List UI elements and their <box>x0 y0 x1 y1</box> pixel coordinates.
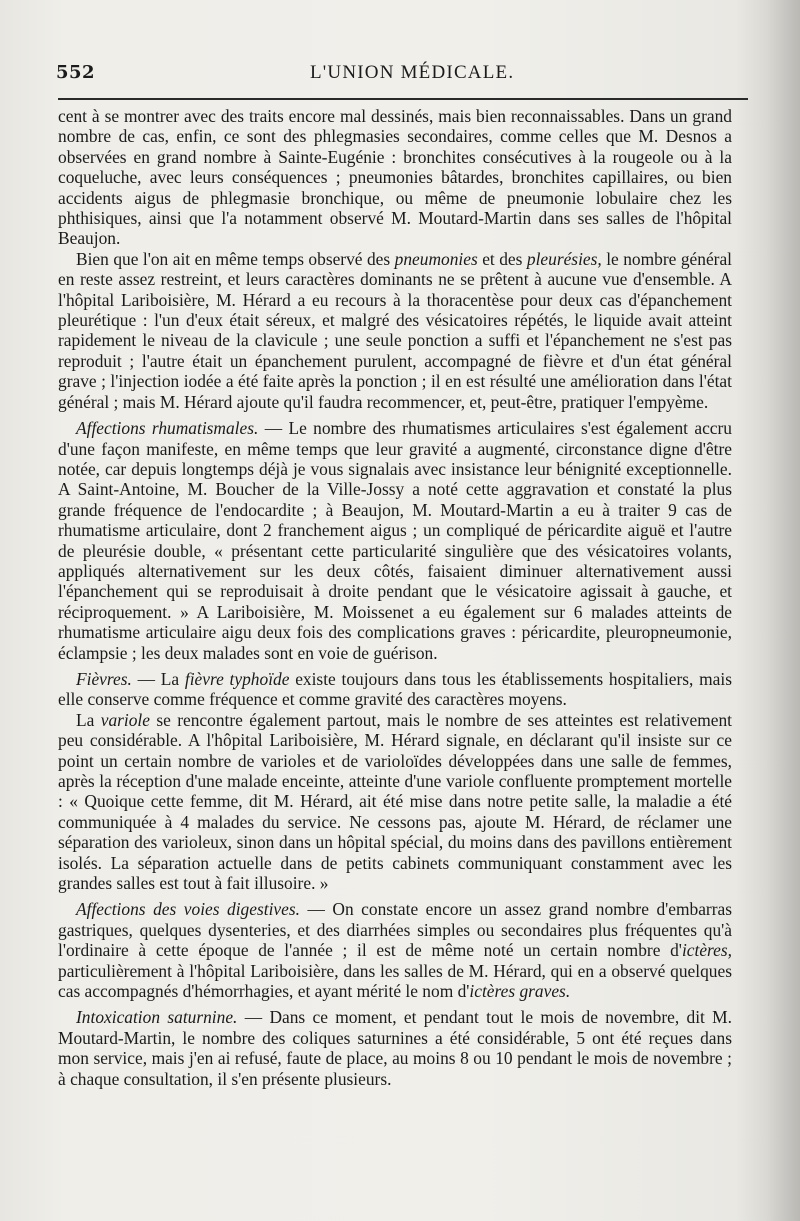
text-run: — On constate encore un assez grand nombre d'embarras gastriques, quelques dysenteries, et des diarrhées simples ou secondaires plus fréquentes qu'à l'ordinaire à cette époque de l'année ; il est de même noté un certain nombre d' <box>58 899 732 961</box>
italic-term: variole <box>100 709 150 730</box>
section-paragraph <box>58 418 732 663</box>
text-run: particulièrement à l'hôpital Lariboisière, dans les salles de M. Hérard, qui en a observé quelques cas accompagnés d'hémorrhagies, et ayant mérité le nom d' <box>58 960 732 1002</box>
text-run: — Dans ce moment, et pendant tout le mois de novembre, dit M. Moutard-Martin, le nombre des coliques saturnines a été considérable, 5 ont été reçues dans mon service, mais j'en ai refusé, faute de place, au moins 8 ou 10 pendant le mois de novembre ; à chaque consultation, il s'en présente plusieurs. <box>58 1007 732 1089</box>
italic-term: pneumonies <box>394 248 478 269</box>
header-rule <box>58 98 748 100</box>
text-run: Bien que l'on ait en même temps observé des <box>76 248 395 269</box>
italic-term: fièvre typhoïde <box>184 668 290 689</box>
text-run: cent à se montrer avec des traits encore mal dessinés, mais bien reconnaissables. Dans un grand nombre de cas, enfin, ce sont des phlegmasies secondaires, comme celles que M. Desnos a observées en grand nombre à Sainte-Eugénie : bronchites consécutives à la rougeole ou à la coqueluche, avec leurs conséquences ; pneumonies bâtardes, bronchites capillaires, ou bien accidents aigus de phlegmasie bronchique, ou même de pneumonie lobulaire chez les phthisiques, ainsi que l'a notamment observé M. Moutard-Martin dans ses salles de l'hôpital Beaujon. <box>58 106 732 249</box>
section-heading: Intoxication saturnine. <box>76 1007 238 1028</box>
section-heading: Fièvres. <box>76 668 132 689</box>
journal-title: L'UNION MÉDICALE. <box>310 62 515 83</box>
text-run: existe toujours dans tous les établissements hospitaliers, mais elle conserve comme fréquence et comme gravité des caractères moyens. <box>58 668 733 710</box>
section-paragraph <box>58 1007 732 1089</box>
section-paragraph <box>58 669 732 710</box>
italic-term: pleurésies, <box>526 248 602 269</box>
text-run: — Le nombre des rhumatismes articulaires s'est également accru d'une façon manifeste, en même temps que leur gravité a augmenté, circonstance digne d'être notée, car depuis longtemps déjà je vous signalais avec insistance leur bénignité exceptionnelle. A Saint-Antoine, M. Boucher de la Ville-Jossy a noté cette aggravation et constaté la plus grande fréquence de l'endocardite ; à Beaujon, M. Moutard-Martin a eu à traiter 9 cas de rhumatisme articulaire, dont 2 franchement aigus ; un compliqué de péricardite aiguë et l'autre de pleurésie double, « présentant cette particularité singulière que des vésicatoires volants, appliqués alternativement sur les deux côtés, faisaient diminuer alternativement aussi l'épanchement qui se reproduisait à droite pendant que le vésicatoire agissait à gauche, et réciproquement. » A Lariboisière, M. Moissenet a eu également sur 6 malades atteints de rhumatisme articulaire aigu deux fois des complications graves : péricardite, pleuropneumonie, éclampsie ; les deux malades sont en voie de guérison. <box>58 418 733 663</box>
section-paragraph <box>58 899 732 1001</box>
text-run: La <box>76 709 101 730</box>
paragraph <box>58 710 732 894</box>
text-run: le nombre général en reste assez restreint, et leurs caractères dominants ne se prêtent à aucune vue d'ensemble. A l'hôpital Lariboisière, M. Hérard a eu recours à la thoracentèse pour deux cas d'épanchement pleurétique : l'un d'eux était séreux, et malgré des vésicatoires répétés, le liquide avait atteint rapidement le niveau de la clavicule ; une seule ponction a suffi et l'épanchement ne s'est pas reproduit ; l'autre était un épanchement purulent, accompagné de fièvre et d'un état général grave ; l'injection iodée a été faite après la ponction ; il en est résulté une amélioration dans l'état général ; mais M. Hérard ajoute qu'il faudra recommencer, et, peut-être, pratiquer l'empyème. <box>58 248 733 412</box>
paragraph <box>58 249 732 412</box>
text-run: se rencontre également partout, mais le nombre de ses atteintes est relativement peu considérable. A l'hôpital Lariboisière, M. Hérard signale, en déclarant qu'il insiste sur ce point un certain nombre de varioles et de varioloïdes développées dans une salle de femmes, après la réception d'une malade enceinte, atteinte d'une variole confluente promptement mortelle : « Quoique cette femme, dit M. Hérard, ait été mise dans notre petite salle, la maladie a été communiquée à 4 malades du service. Ne cessons pas, ajoute M. Hérard, de réclamer une séparation des varioleux, sinon dans un hôpital spécial, du moins dans des pavillons entièrement isolés. La séparation actuelle dans de petits cabinets communiquant constamment avec les grandes salles est tout à fait illusoire. » <box>58 709 732 894</box>
text-run: et des <box>477 248 527 269</box>
italic-term: ictères graves. <box>469 981 571 1002</box>
article-body <box>58 106 732 1089</box>
page-number: 552 <box>56 62 96 83</box>
italic-term: ictères, <box>681 940 732 961</box>
section-heading: Affections rhumatismales. <box>76 418 259 439</box>
paragraph <box>58 106 732 249</box>
running-header <box>56 62 736 90</box>
text-run: — La <box>131 668 185 689</box>
section-heading: Affections des voies digestives. <box>76 899 300 920</box>
